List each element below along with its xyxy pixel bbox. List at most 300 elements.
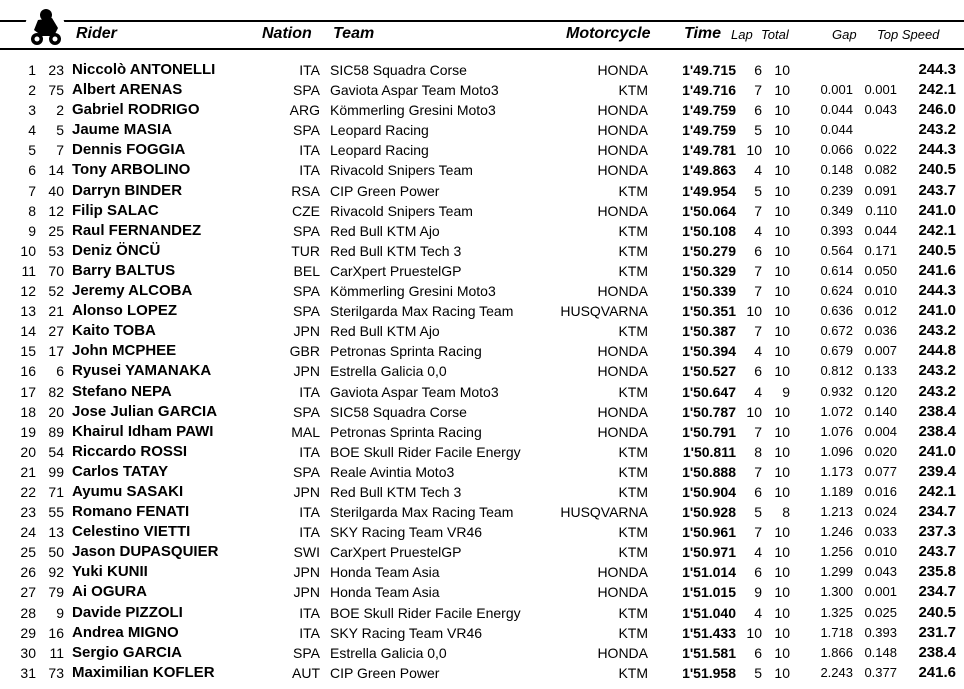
team-name: CIP Green Power	[330, 182, 440, 199]
table-row	[0, 261, 964, 281]
team-name: SIC58 Squadra Corse	[330, 403, 467, 420]
gap-to-previous: 0.120	[864, 383, 897, 399]
total-laps: 10	[774, 564, 790, 581]
nation: SPA	[293, 403, 320, 420]
table-row	[0, 502, 964, 522]
nation: SWI	[293, 544, 320, 561]
team-name: Red Bull KTM Ajo	[330, 222, 440, 239]
total-laps: 10	[774, 182, 790, 199]
gap-to-previous: 0.024	[864, 504, 897, 520]
rider-number: 7	[56, 142, 64, 159]
table-row	[0, 603, 964, 623]
table-row	[0, 201, 964, 221]
motorcycle: KTM	[618, 524, 648, 541]
team-name: CIP Green Power	[330, 664, 440, 681]
team-name: Red Bull KTM Ajo	[330, 323, 440, 340]
team-name: Estrella Galicia 0,0	[330, 363, 447, 380]
top-speed: 240.5	[918, 603, 956, 621]
table-row	[0, 623, 964, 643]
rider-name: Romano FENATI	[72, 503, 190, 521]
team-name: BOE Skull Rider Facile Energy	[330, 604, 521, 621]
top-speed: 234.7	[918, 583, 956, 601]
nation: JPN	[293, 323, 320, 340]
gap-to-first: 1.189	[820, 483, 853, 499]
lap: 6	[754, 644, 762, 661]
rider-number: 13	[48, 524, 64, 541]
team-name: Kömmerling Gresini Moto3	[330, 102, 496, 119]
team-name: Reale Avintia Moto3	[330, 463, 455, 480]
team-name: SIC58 Squadra Corse	[330, 62, 467, 78]
nation: SPA	[293, 644, 320, 661]
gap-to-first: 0.393	[820, 222, 853, 238]
position: 20	[20, 443, 36, 460]
position: 7	[28, 182, 36, 199]
gap-to-previous: 0.016	[864, 483, 897, 499]
team-name: Red Bull KTM Tech 3	[330, 242, 462, 259]
nation: RSA	[291, 182, 320, 199]
rider-number: 54	[48, 443, 64, 460]
position: 18	[20, 403, 36, 420]
nation: AUT	[292, 664, 320, 681]
lap: 10	[746, 624, 762, 641]
motorcycle: KTM	[618, 624, 648, 641]
nation: ITA	[299, 504, 320, 521]
nation: JPN	[293, 564, 320, 581]
lap-time: 1'51.040	[682, 604, 736, 621]
top-speed: 238.4	[918, 402, 956, 420]
gap-to-first: 0.148	[820, 162, 853, 178]
lap: 6	[754, 564, 762, 581]
motorcycle: HONDA	[597, 564, 648, 581]
gap-to-previous: 0.140	[864, 403, 897, 419]
top-speed: 242.1	[918, 81, 956, 99]
position: 5	[28, 142, 36, 159]
header-nation: Nation	[262, 25, 312, 42]
total-laps: 10	[774, 544, 790, 561]
table-row	[0, 562, 964, 582]
table-row	[0, 120, 964, 140]
rider-number: 25	[48, 222, 64, 239]
top-speed: 235.8	[918, 563, 956, 581]
gap-to-first: 0.066	[820, 142, 853, 158]
gap-to-first: 1.299	[820, 564, 853, 580]
top-speed: 231.7	[918, 623, 956, 641]
gap-to-previous: 0.001	[864, 584, 897, 600]
gap-to-first: 0.044	[820, 122, 853, 138]
header-team: Team	[333, 25, 375, 42]
lap-time: 1'49.716	[682, 82, 736, 99]
gap-to-previous: 0.110	[865, 202, 897, 218]
gap-to-first: 1.325	[820, 604, 853, 620]
lap-time: 1'50.108	[682, 222, 736, 239]
gap-to-previous: 0.025	[864, 604, 897, 620]
nation: ITA	[299, 383, 320, 400]
lap-time: 1'49.759	[682, 102, 736, 119]
nation: GBR	[289, 343, 320, 360]
motorcycle: KTM	[618, 222, 648, 239]
rider-number: 50	[48, 544, 64, 561]
lap: 7	[754, 82, 762, 99]
position: 22	[20, 483, 36, 500]
lap-time: 1'50.387	[682, 323, 736, 340]
rider-number: 2	[56, 102, 64, 119]
table-row	[0, 241, 964, 261]
top-speed: 243.7	[918, 543, 956, 561]
gap-to-first: 0.672	[820, 323, 853, 339]
team-name: Petronas Sprinta Racing	[330, 423, 482, 440]
gap-to-previous: 0.020	[864, 443, 897, 459]
position: 13	[20, 303, 36, 320]
rider-number: 11	[49, 644, 64, 661]
gap-to-first: 0.001	[820, 82, 853, 98]
table-row	[0, 221, 964, 241]
motorcycle: HONDA	[597, 102, 648, 119]
lap: 10	[746, 303, 762, 320]
motorcycle: HUSQVARNA	[560, 504, 648, 521]
top-speed: 240.5	[918, 161, 956, 179]
team-name: BOE Skull Rider Facile Energy	[330, 443, 521, 460]
rider-number: 21	[48, 303, 64, 320]
motorcycle: HONDA	[597, 202, 648, 219]
rider-name: Andrea MIGNO	[72, 623, 179, 641]
gap-to-first: 1.213	[820, 504, 853, 520]
nation: SPA	[293, 122, 320, 139]
rider-name: Ayumu SASAKI	[72, 482, 184, 500]
lap-time: 1'50.811	[682, 443, 736, 460]
header-motorcycle: Motorcycle	[566, 25, 651, 42]
team-name: Petronas Sprinta Racing	[330, 343, 482, 360]
nation: ITA	[299, 524, 320, 541]
gap-to-first: 0.636	[820, 303, 853, 319]
motorcycle: HONDA	[597, 423, 648, 440]
team-name: Estrella Galicia 0,0	[330, 644, 447, 661]
table-row	[0, 422, 964, 442]
nation: MAL	[291, 423, 320, 440]
nation: CZE	[292, 202, 320, 219]
lap: 7	[754, 463, 762, 480]
gap-to-previous: 0.377	[864, 664, 897, 680]
rider-number: 9	[56, 604, 64, 621]
top-speed: 244.3	[918, 282, 956, 300]
lap-time: 1'50.339	[682, 283, 736, 300]
total-laps: 10	[774, 262, 790, 279]
lap-time: 1'50.787	[682, 403, 736, 420]
table-row	[0, 542, 964, 562]
rider-name: Niccolò ANTONELLI	[72, 61, 216, 78]
gap-to-first: 1.256	[820, 544, 853, 560]
gap-to-first: 0.932	[820, 383, 853, 399]
motorcycle: KTM	[618, 383, 648, 400]
gap-to-previous: 0.001	[864, 82, 897, 98]
top-speed: 242.1	[918, 221, 956, 239]
top-speed: 241.6	[918, 261, 956, 279]
gap-to-first: 0.679	[820, 343, 853, 359]
team-name: SKY Racing Team VR46	[330, 524, 483, 541]
lap: 4	[754, 604, 762, 621]
rider-number: 17	[48, 343, 64, 360]
rider-name: Maximilian KOFLER	[72, 663, 215, 681]
position: 12	[20, 283, 36, 300]
lap: 6	[754, 363, 762, 380]
rider-number: 82	[48, 383, 64, 400]
position: 1	[28, 62, 36, 78]
team-name: Kömmerling Gresini Moto3	[330, 283, 496, 300]
position: 2	[28, 82, 36, 99]
rider-number: 99	[48, 463, 64, 480]
rider-name: Jose Julian GARCIA	[72, 402, 218, 420]
header-rider: Rider	[76, 25, 117, 42]
gap-to-previous: 0.010	[864, 544, 897, 560]
top-speed: 243.2	[918, 362, 956, 380]
total-laps: 10	[774, 142, 790, 159]
rider-name: Deniz ÖNCÜ	[72, 241, 161, 259]
rider-number: 12	[48, 202, 64, 219]
position: 3	[28, 102, 36, 119]
lap: 7	[754, 524, 762, 541]
gap-to-first: 0.564	[820, 242, 853, 258]
team-name: Honda Team Asia	[330, 564, 440, 581]
total-laps: 10	[774, 343, 790, 360]
position: 10	[20, 242, 36, 259]
total-laps: 10	[774, 202, 790, 219]
rider-number: 55	[48, 504, 64, 521]
motorcycle: HONDA	[597, 283, 648, 300]
table-row	[0, 482, 964, 502]
top-speed: 244.3	[918, 61, 956, 78]
lap: 7	[754, 262, 762, 279]
team-name: Honda Team Asia	[330, 584, 440, 601]
gap-to-previous: 0.171	[864, 242, 897, 258]
position: 26	[20, 564, 36, 581]
gap-to-previous: 0.133	[864, 363, 897, 379]
lap-time: 1'50.279	[682, 242, 736, 259]
rider-name: Tony ARBOLINO	[72, 161, 191, 179]
motorcycle-rider-logo-icon	[24, 6, 66, 48]
gap-to-previous: 0.022	[864, 142, 897, 158]
top-speed: 243.7	[918, 181, 956, 199]
top-speed: 240.5	[918, 241, 956, 259]
gap-to-first: 1.076	[820, 423, 853, 439]
table-row	[0, 462, 964, 482]
rider-number: 79	[48, 584, 64, 601]
table-row	[0, 361, 964, 381]
gap-to-previous: 0.043	[864, 102, 897, 118]
gap-to-first: 0.624	[820, 283, 853, 299]
total-laps: 10	[774, 242, 790, 259]
nation: ITA	[299, 443, 320, 460]
lap-time: 1'50.791	[682, 423, 736, 440]
team-name: Sterilgarda Max Racing Team	[330, 303, 514, 320]
table-row	[0, 140, 964, 160]
top-speed: 242.1	[918, 482, 956, 500]
table-row	[0, 321, 964, 341]
table-row	[0, 582, 964, 602]
nation: SPA	[293, 222, 320, 239]
position: 21	[20, 463, 36, 480]
rider-number: 20	[48, 403, 64, 420]
motorcycle: HONDA	[597, 122, 648, 139]
table-row	[0, 643, 964, 663]
lap-time: 1'50.904	[682, 483, 736, 500]
lap-time: 1'50.351	[682, 303, 736, 320]
total-laps: 10	[774, 122, 790, 139]
rider-number: 6	[56, 363, 64, 380]
motorcycle: KTM	[618, 544, 648, 561]
lap: 6	[754, 102, 762, 119]
position: 6	[28, 162, 36, 179]
lap: 5	[754, 504, 762, 521]
position: 30	[20, 644, 36, 661]
rider-name: John MCPHEE	[72, 342, 177, 360]
gap-to-first: 0.614	[820, 262, 853, 278]
header-bottom-rule	[0, 48, 964, 50]
header-total: Total	[761, 27, 789, 42]
nation: ARG	[289, 102, 320, 119]
gap-to-first: 0.044	[820, 102, 853, 118]
total-laps: 10	[774, 303, 790, 320]
lap-time: 1'51.014	[682, 564, 736, 581]
lap-time: 1'49.954	[682, 182, 736, 199]
rider-name: Dennis FOGGIA	[72, 141, 186, 159]
motorcycle: HONDA	[597, 343, 648, 360]
rider-number: 73	[48, 664, 64, 681]
position: 16	[20, 363, 36, 380]
rider-name: Jeremy ALCOBA	[72, 282, 193, 300]
top-speed: 241.0	[918, 201, 956, 219]
team-name: Gaviota Aspar Team Moto3	[330, 82, 499, 99]
lap-time: 1'50.971	[682, 544, 736, 561]
motorcycle: KTM	[618, 664, 648, 681]
rider-name: Albert ARENAS	[72, 81, 183, 99]
rider-name: Kaito TOBA	[72, 322, 156, 340]
table-row	[0, 341, 964, 361]
lap-time: 1'50.888	[682, 463, 736, 480]
lap-time: 1'51.958	[682, 664, 736, 681]
position: 24	[20, 524, 36, 541]
rider-name: Riccardo ROSSI	[72, 442, 188, 460]
nation: ITA	[299, 62, 320, 78]
team-name: CarXpert PruestelGP	[330, 544, 462, 561]
gap-to-previous: 0.012	[864, 303, 897, 319]
rider-number: 5	[56, 122, 64, 139]
table-row	[0, 281, 964, 301]
gap-to-previous: 0.044	[864, 222, 897, 238]
lap: 6	[754, 62, 762, 78]
position: 28	[20, 604, 36, 621]
gap-to-previous: 0.043	[864, 564, 897, 580]
position: 19	[20, 423, 36, 440]
motorcycle: HONDA	[597, 403, 648, 420]
lap: 6	[754, 483, 762, 500]
rider-name: Filip SALAC	[72, 201, 159, 219]
motorcycle: KTM	[618, 182, 648, 199]
lap: 5	[754, 182, 762, 199]
lap-time: 1'50.647	[682, 383, 736, 400]
position: 4	[28, 122, 36, 139]
motorcycle: KTM	[618, 463, 648, 480]
motorcycle: HONDA	[597, 363, 648, 380]
gap-to-first: 0.349	[820, 202, 853, 218]
position: 8	[28, 202, 36, 219]
rider-name: Carlos TATAY	[72, 462, 169, 480]
lap: 6	[754, 242, 762, 259]
table-row	[0, 442, 964, 462]
rider-name: Barry BALTUS	[72, 261, 176, 279]
total-laps: 10	[774, 604, 790, 621]
lap: 4	[754, 544, 762, 561]
rider-name: Gabriel RODRIGO	[72, 101, 200, 119]
rider-name: Darryn BINDER	[72, 181, 183, 199]
total-laps: 10	[774, 283, 790, 300]
rider-name: Sergio GARCIA	[72, 643, 183, 661]
lap-time: 1'50.527	[682, 363, 736, 380]
top-speed: 241.0	[918, 302, 956, 320]
top-speed: 237.3	[918, 523, 956, 541]
lap-time: 1'51.581	[682, 644, 736, 661]
header-gap: Gap	[832, 27, 857, 42]
rider-number: 23	[48, 62, 64, 78]
rider-name: Davide PIZZOLI	[72, 603, 183, 621]
lap: 8	[754, 443, 762, 460]
total-laps: 10	[774, 443, 790, 460]
rider-name: Khairul Idham PAWI	[72, 422, 214, 440]
rider-number: 70	[48, 262, 64, 279]
rider-number: 71	[48, 483, 64, 500]
gap-to-first: 1.718	[820, 624, 853, 640]
nation: TUR	[291, 242, 320, 259]
nation: ITA	[299, 624, 320, 641]
gap-to-first: 1.300	[820, 584, 853, 600]
top-speed: 243.2	[918, 121, 956, 139]
team-name: Leopard Racing	[330, 122, 429, 139]
lap-time: 1'49.781	[682, 142, 736, 159]
nation: BEL	[293, 262, 320, 279]
lap-time: 1'51.015	[682, 584, 736, 601]
table-row	[0, 60, 964, 80]
nation: SPA	[293, 82, 320, 99]
nation: SPA	[293, 283, 320, 300]
lap: 5	[754, 664, 762, 681]
gap-to-first: 0.239	[820, 182, 853, 198]
lap: 5	[754, 122, 762, 139]
total-laps: 9	[782, 383, 790, 400]
nation: JPN	[293, 584, 320, 601]
nation: ITA	[299, 604, 320, 621]
lap: 10	[746, 142, 762, 159]
position: 9	[28, 222, 36, 239]
top-speed: 234.7	[918, 503, 956, 521]
motorcycle: HONDA	[597, 62, 648, 78]
rider-number: 52	[48, 283, 64, 300]
gap-to-previous: 0.007	[864, 343, 897, 359]
gap-to-previous: 0.082	[864, 162, 897, 178]
results-table-body	[0, 60, 964, 683]
table-row	[0, 80, 964, 100]
gap-to-first: 2.243	[820, 664, 853, 680]
team-name: Sterilgarda Max Racing Team	[330, 504, 514, 521]
gap-to-first: 1.173	[820, 463, 853, 479]
position: 11	[21, 262, 36, 279]
top-speed: 238.4	[918, 643, 956, 661]
lap: 4	[754, 162, 762, 179]
team-name: Gaviota Aspar Team Moto3	[330, 383, 499, 400]
lap: 7	[754, 283, 762, 300]
total-laps: 10	[774, 624, 790, 641]
top-speed: 244.8	[918, 342, 956, 360]
rider-name: Ryusei YAMANAKA	[72, 362, 212, 380]
total-laps: 10	[774, 323, 790, 340]
lap-time: 1'50.329	[682, 262, 736, 279]
